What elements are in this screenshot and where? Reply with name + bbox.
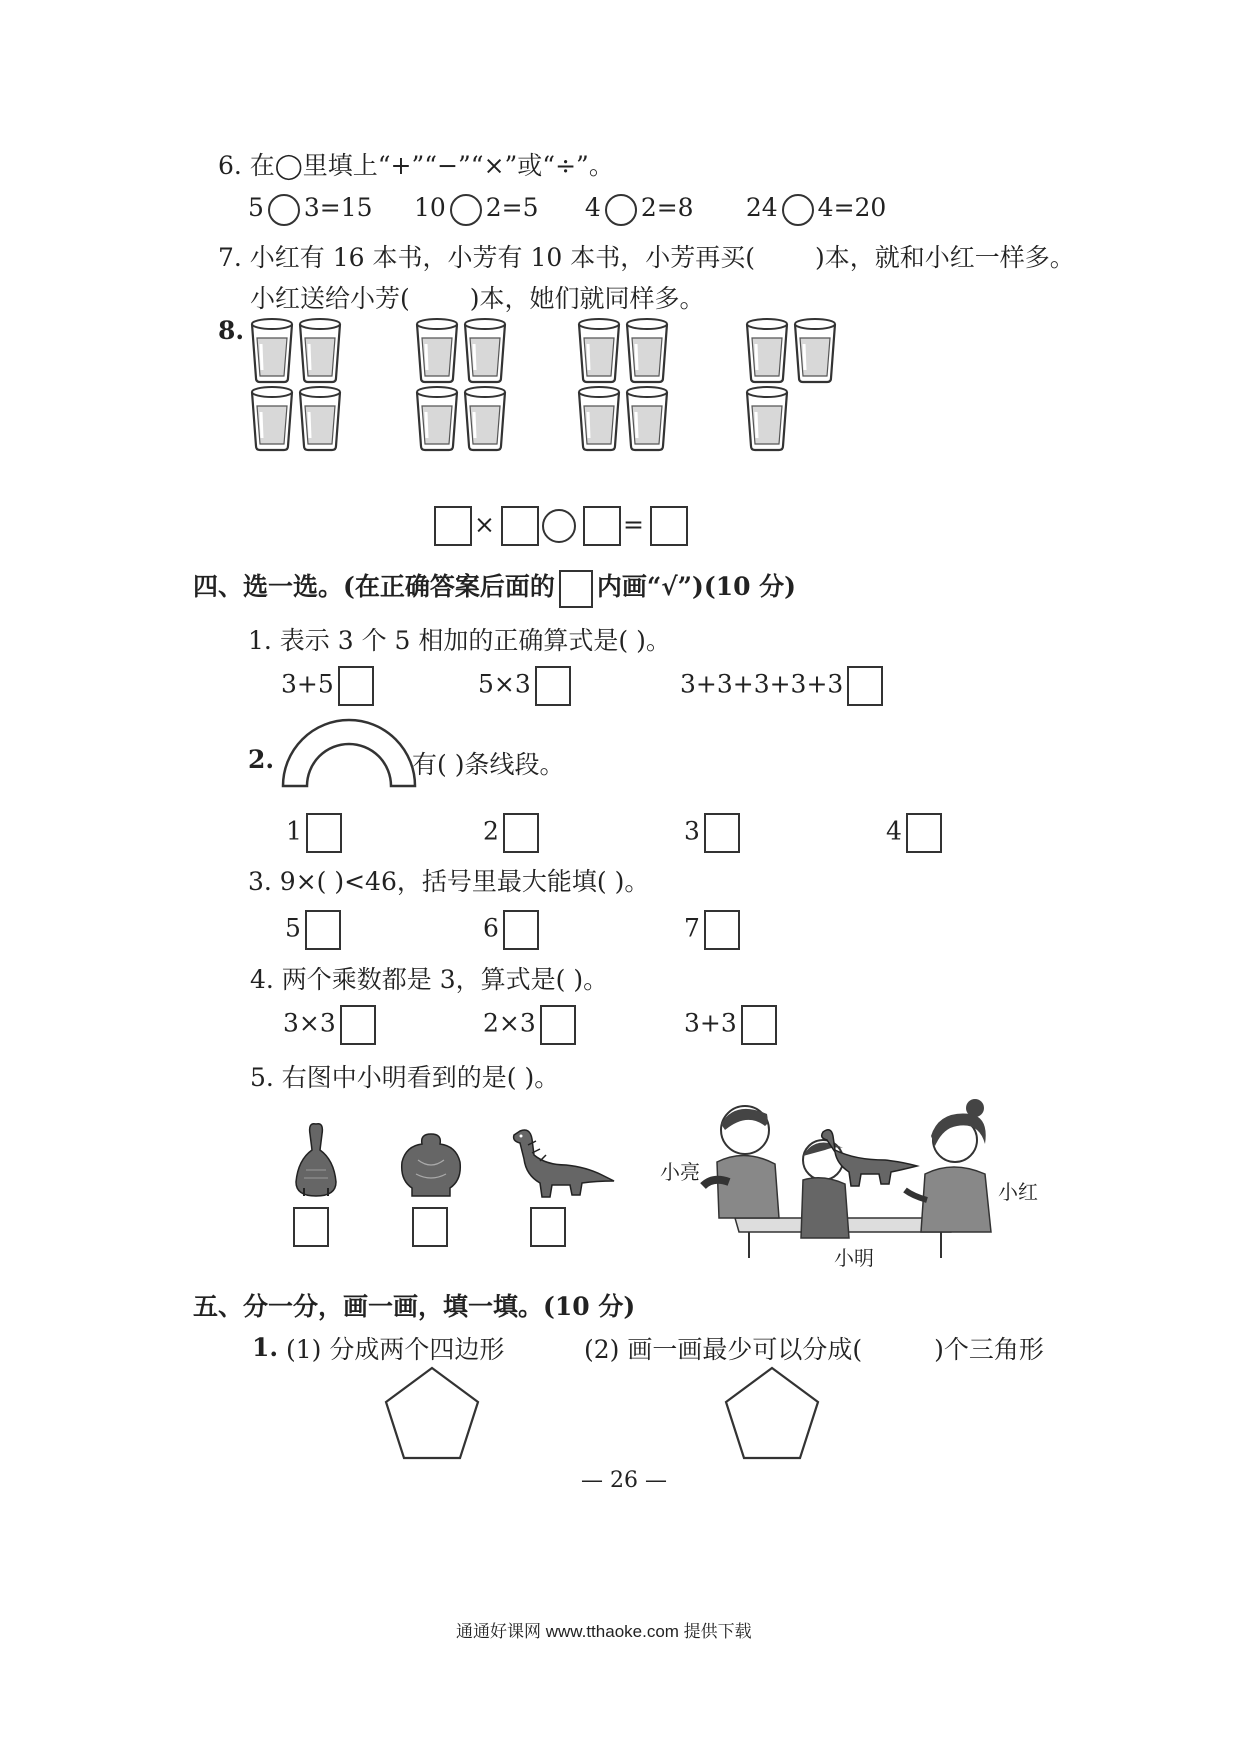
- pentagon-1: [382, 1364, 482, 1464]
- answer-circle[interactable]: [605, 194, 637, 226]
- dino-back-view: [396, 1130, 466, 1200]
- answer-box[interactable]: [340, 1005, 376, 1045]
- q7-line2: 小红送给小芳( )本，她们就同样多。: [250, 284, 705, 313]
- glass-group-2: [417, 319, 505, 450]
- s4-q2-option-1: 1: [286, 813, 342, 853]
- glass-group-4: [747, 319, 835, 450]
- s4-q1-option-2: 5×3: [478, 666, 571, 706]
- answer-box[interactable]: [501, 506, 539, 546]
- q6-expr-3: 4 2=8: [585, 193, 730, 226]
- s5-q1-part2: (2) 画一画最少可以分成( )个三角形: [584, 1335, 1044, 1364]
- name-label-xiaoming: 小明: [834, 1246, 874, 1270]
- s4-q2-text: 有( )条线段。: [412, 750, 565, 779]
- glass-group-1: [252, 319, 340, 450]
- answer-box[interactable]: [503, 813, 539, 853]
- s4-q4-option-1: 3×3: [283, 1005, 376, 1045]
- s4-q3-option-2: 6: [483, 910, 539, 950]
- answer-circle[interactable]: [450, 194, 482, 226]
- answer-box[interactable]: [650, 506, 688, 546]
- s4-q1-option-3: 3+3+3+3+3: [680, 666, 883, 706]
- s4-q1-option-1: 3+5: [281, 666, 374, 706]
- footer-credit: 通通好课网 www.tthaoke.com 提供下载: [456, 1622, 752, 1641]
- name-label-xiaoliang: 小亮: [660, 1160, 700, 1184]
- q6-expr-1: 5 3=15: [248, 193, 398, 226]
- s4-q5-option-1: [289, 1207, 329, 1247]
- s4-q3-option-3: 7: [684, 910, 740, 950]
- answer-box[interactable]: [293, 1207, 329, 1247]
- s4-q5-text: 5. 右图中小明看到的是( )。: [250, 1063, 560, 1092]
- pentagon-2: [722, 1364, 822, 1464]
- s4-q5-option-2: [408, 1207, 448, 1247]
- arch-shape: [281, 718, 417, 790]
- s4-q4-option-3: 3+3: [684, 1005, 777, 1045]
- answer-box[interactable]: [847, 666, 883, 706]
- glass-group-3: [579, 319, 667, 450]
- answer-box[interactable]: [741, 1005, 777, 1045]
- s4-q4-option-2: 2×3: [483, 1005, 576, 1045]
- s4-q2-number: 2.: [248, 745, 275, 774]
- q8-equation: × =: [430, 506, 688, 546]
- answer-box[interactable]: [434, 506, 472, 546]
- dino-front-view: [286, 1120, 346, 1200]
- answer-box[interactable]: [704, 813, 740, 853]
- answer-circle[interactable]: [542, 509, 576, 543]
- s4-q1-text: 1. 表示 3 个 5 相加的正确算式是( )。: [248, 626, 671, 655]
- answer-box[interactable]: [583, 506, 621, 546]
- answer-box[interactable]: [535, 666, 571, 706]
- q6-expr-2: 10 2=5: [414, 193, 569, 226]
- answer-box[interactable]: [530, 1207, 566, 1247]
- q6-expr-4: 24 4=20: [746, 193, 886, 226]
- answer-box[interactable]: [540, 1005, 576, 1045]
- answer-box[interactable]: [704, 910, 740, 950]
- answer-box[interactable]: [906, 813, 942, 853]
- name-label-xiaohong: 小红: [998, 1180, 1038, 1204]
- page-number: — 26 —: [581, 1468, 667, 1493]
- s4-q2-option-2: 2: [483, 813, 539, 853]
- q6-instruction: 6. 在◯里填上“+”“−”“×”或“÷”。: [218, 151, 614, 180]
- s4-q4-text: 4. 两个乘数都是 3，算式是( )。: [250, 965, 609, 994]
- s4-q5-option-3: [526, 1207, 566, 1247]
- s4-q2-option-4: 4: [886, 813, 942, 853]
- glasses-illustration: [250, 318, 890, 458]
- answer-box[interactable]: [503, 910, 539, 950]
- s5-q1-number: 1.: [252, 1333, 279, 1362]
- answer-circle[interactable]: [268, 194, 300, 226]
- answer-box[interactable]: [306, 813, 342, 853]
- q6-expression-row: [248, 193, 886, 226]
- section4-title: 四、选一选。(在正确答案后面的 内画“√”)(10 分): [193, 567, 796, 608]
- children-scene-illustration: [695, 1100, 1015, 1260]
- s5-q1-part1: (1) 分成两个四边形: [286, 1335, 505, 1364]
- answer-box[interactable]: [305, 910, 341, 950]
- s4-q3-option-1: 5: [285, 910, 341, 950]
- q7-line1: 7. 小红有 16 本书，小芳有 10 本书，小芳再买( )本，就和小红一样多。: [218, 243, 1075, 272]
- dino-side-view: [506, 1125, 616, 1205]
- example-box: [559, 570, 593, 608]
- s4-q3-text: 3. 9×( )<46，括号里最大能填( )。: [248, 867, 650, 896]
- answer-box[interactable]: [338, 666, 374, 706]
- answer-box[interactable]: [412, 1207, 448, 1247]
- section5-title: 五、分一分，画一画，填一填。(10 分): [193, 1292, 636, 1321]
- s4-q2-option-3: 3: [684, 813, 740, 853]
- answer-circle[interactable]: [782, 194, 814, 226]
- q8-number: 8.: [218, 316, 245, 345]
